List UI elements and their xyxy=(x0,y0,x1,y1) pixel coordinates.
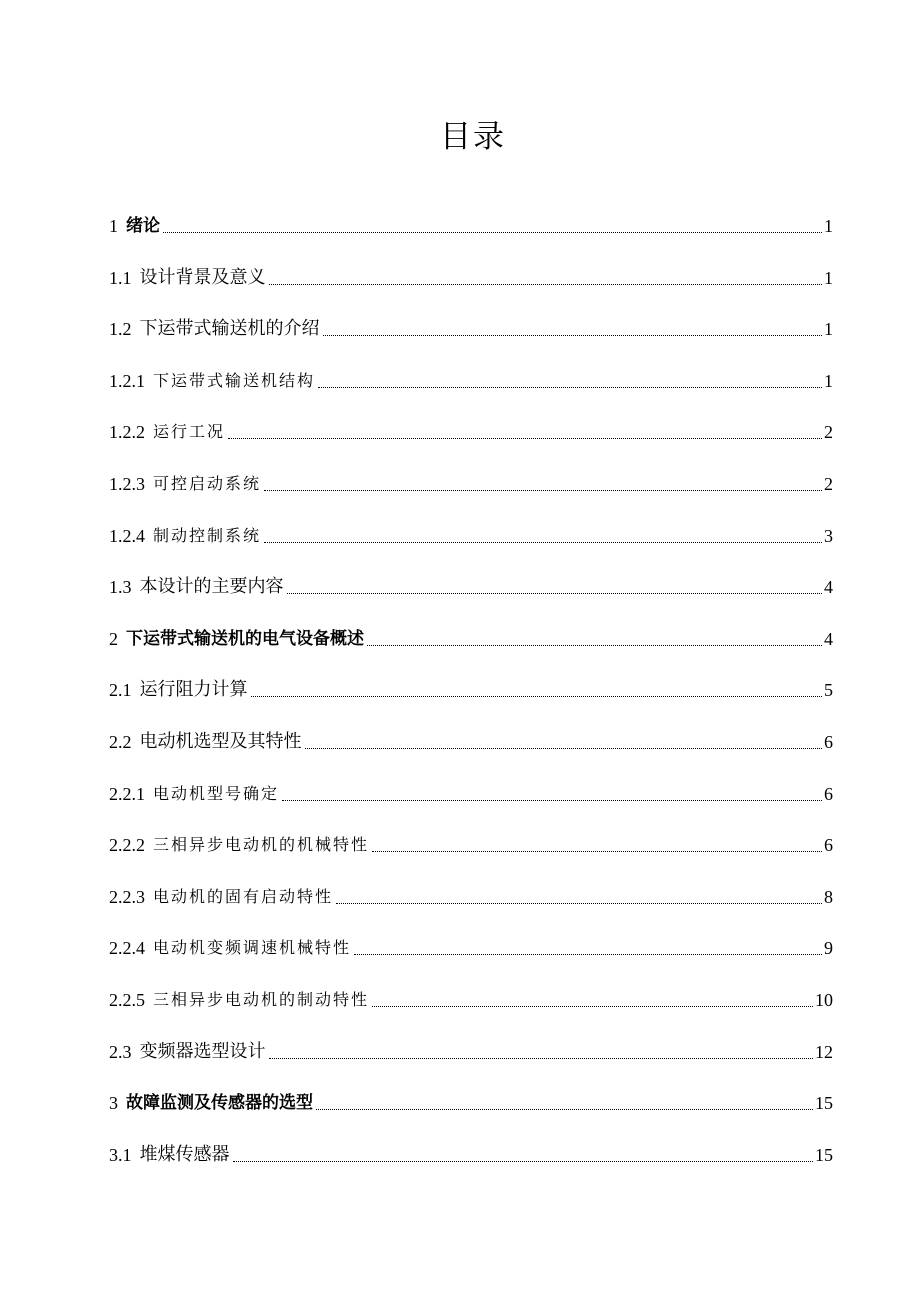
toc-entry-page-number: 4 xyxy=(824,577,833,598)
toc-entry-title: 三相异步电动机的机械特性 xyxy=(153,835,370,855)
toc-entry-number: 2.2.3 xyxy=(109,886,145,907)
toc-entry[interactable] xyxy=(109,314,833,344)
toc-entry[interactable] xyxy=(109,366,833,396)
toc-entry-title: 下运带式输送机的电气设备概述 xyxy=(126,628,364,649)
toc-dot-leader xyxy=(228,437,822,439)
toc-entry-number: 2.2.1 xyxy=(109,783,145,804)
toc-entry-title: 运行阻力计算 xyxy=(139,679,248,701)
toc-entry-page-number: 6 xyxy=(824,835,833,856)
toc-dot-leader xyxy=(336,902,822,904)
toc-entry-title: 电动机型号确定 xyxy=(153,783,280,803)
toc-entry-title: 绪论 xyxy=(126,216,160,236)
toc-entry[interactable] xyxy=(109,882,833,912)
toc-entry-number: 1.2.4 xyxy=(109,525,145,546)
toc-dot-leader xyxy=(264,489,822,491)
toc-dot-leader xyxy=(354,953,822,955)
toc-dot-leader xyxy=(287,592,823,594)
toc-dot-leader xyxy=(269,283,823,285)
toc-entry-page-number: 4 xyxy=(824,628,833,649)
toc-entry[interactable] xyxy=(109,727,833,757)
toc-dot-leader xyxy=(372,1005,813,1007)
toc-entry-title: 本设计的主要内容 xyxy=(139,576,284,598)
toc-entry-number: 1.2.1 xyxy=(109,370,145,391)
toc-entry[interactable] xyxy=(109,521,833,551)
toc-entry-page-number: 12 xyxy=(815,1041,833,1062)
toc-entry-page-number: 2 xyxy=(824,474,833,494)
toc-entry-number: 1.2.2 xyxy=(109,422,145,443)
toc-dot-leader xyxy=(233,1160,814,1162)
toc-entry-page-number: 1 xyxy=(824,370,833,391)
toc-entry-number: 2 xyxy=(109,628,118,649)
toc-entry-page-number: 15 xyxy=(815,1144,833,1165)
toc-entry-title: 运行工况 xyxy=(153,422,226,442)
toc-entry[interactable] xyxy=(109,779,833,809)
toc-entry-title: 三相异步电动机的制动特性 xyxy=(153,990,370,1009)
toc-entry-title: 制动控制系统 xyxy=(153,525,262,545)
toc-entry-page-number: 6 xyxy=(824,783,833,804)
toc-entry-number: 1 xyxy=(109,216,118,236)
toc-dot-leader xyxy=(163,231,822,233)
toc-entry[interactable] xyxy=(109,1037,833,1067)
toc-dot-leader xyxy=(305,747,823,749)
toc-dot-leader xyxy=(318,386,822,388)
toc-entry-page-number: 2 xyxy=(824,422,833,443)
toc-entry[interactable] xyxy=(109,1140,833,1170)
toc-dot-leader xyxy=(316,1108,813,1110)
toc-entry[interactable] xyxy=(109,675,833,705)
toc-entry[interactable] xyxy=(109,933,833,963)
toc-entry-page-number: 8 xyxy=(824,886,833,907)
toc-entry-number: 3 xyxy=(109,1093,118,1114)
page-title: 目录 xyxy=(440,119,506,155)
toc-entry-number: 2.2.4 xyxy=(109,938,145,959)
toc-entry-number: 2.3 xyxy=(109,1041,132,1062)
toc-entry-number: 1.3 xyxy=(109,577,132,598)
toc-dot-leader xyxy=(367,644,822,646)
toc-entry-title: 可控启动系统 xyxy=(153,474,262,493)
toc-entry-number: 1.2.3 xyxy=(109,474,145,494)
toc-entry-page-number: 1 xyxy=(824,267,833,288)
toc-entry-page-number: 1 xyxy=(824,216,833,236)
toc-entry-number: 2.2.5 xyxy=(109,990,145,1010)
toc-entry-page-number: 10 xyxy=(815,990,833,1010)
toc-entry[interactable] xyxy=(109,1088,833,1118)
toc-entry[interactable] xyxy=(109,624,833,654)
toc-entry-title: 电动机的固有启动特性 xyxy=(153,886,334,906)
toc-dot-leader xyxy=(251,695,823,697)
toc-entry[interactable] xyxy=(109,263,833,293)
toc-entry-title: 变频器选型设计 xyxy=(139,1040,266,1062)
toc-entry-title: 故障监测及传感器的选型 xyxy=(126,1093,313,1114)
toc-entry[interactable] xyxy=(109,985,833,1015)
toc-entry-page-number: 5 xyxy=(824,680,833,701)
toc-dot-leader xyxy=(282,799,822,801)
toc-entry-number: 1.2 xyxy=(109,319,132,340)
toc-entry-title: 下运带式输送机结构 xyxy=(153,370,316,390)
toc-entry-number: 2.1 xyxy=(109,680,132,701)
toc-entry-title: 电动机选型及其特性 xyxy=(139,731,302,752)
toc-entry[interactable] xyxy=(109,469,833,499)
toc-entry-page-number: 9 xyxy=(824,938,833,959)
toc-entry-page-number: 1 xyxy=(824,319,833,340)
toc-entry-number: 2.2 xyxy=(109,732,132,752)
toc-entry-page-number: 15 xyxy=(815,1093,833,1114)
toc-entry-page-number: 3 xyxy=(824,525,833,546)
toc-dot-leader xyxy=(323,334,823,336)
toc-entry[interactable] xyxy=(109,417,833,447)
toc-dot-leader xyxy=(269,1057,814,1059)
toc-entry-number: 1.1 xyxy=(109,267,132,288)
toc-entry[interactable] xyxy=(109,211,833,241)
toc-entry[interactable] xyxy=(109,572,833,602)
toc-entry-title: 堆煤传感器 xyxy=(139,1143,230,1165)
toc-entry-title: 设计背景及意义 xyxy=(139,266,266,288)
toc-dot-leader xyxy=(264,541,822,543)
toc-entry-title: 下运带式输送机的介绍 xyxy=(139,318,320,340)
toc-entry-page-number: 6 xyxy=(824,732,833,752)
toc-entry-number: 3.1 xyxy=(109,1144,132,1165)
toc-entry-number: 2.2.2 xyxy=(109,835,145,856)
toc-entry[interactable] xyxy=(109,830,833,860)
toc-dot-leader xyxy=(372,850,822,852)
toc-entry-title: 电动机变频调速机械特性 xyxy=(153,938,352,958)
